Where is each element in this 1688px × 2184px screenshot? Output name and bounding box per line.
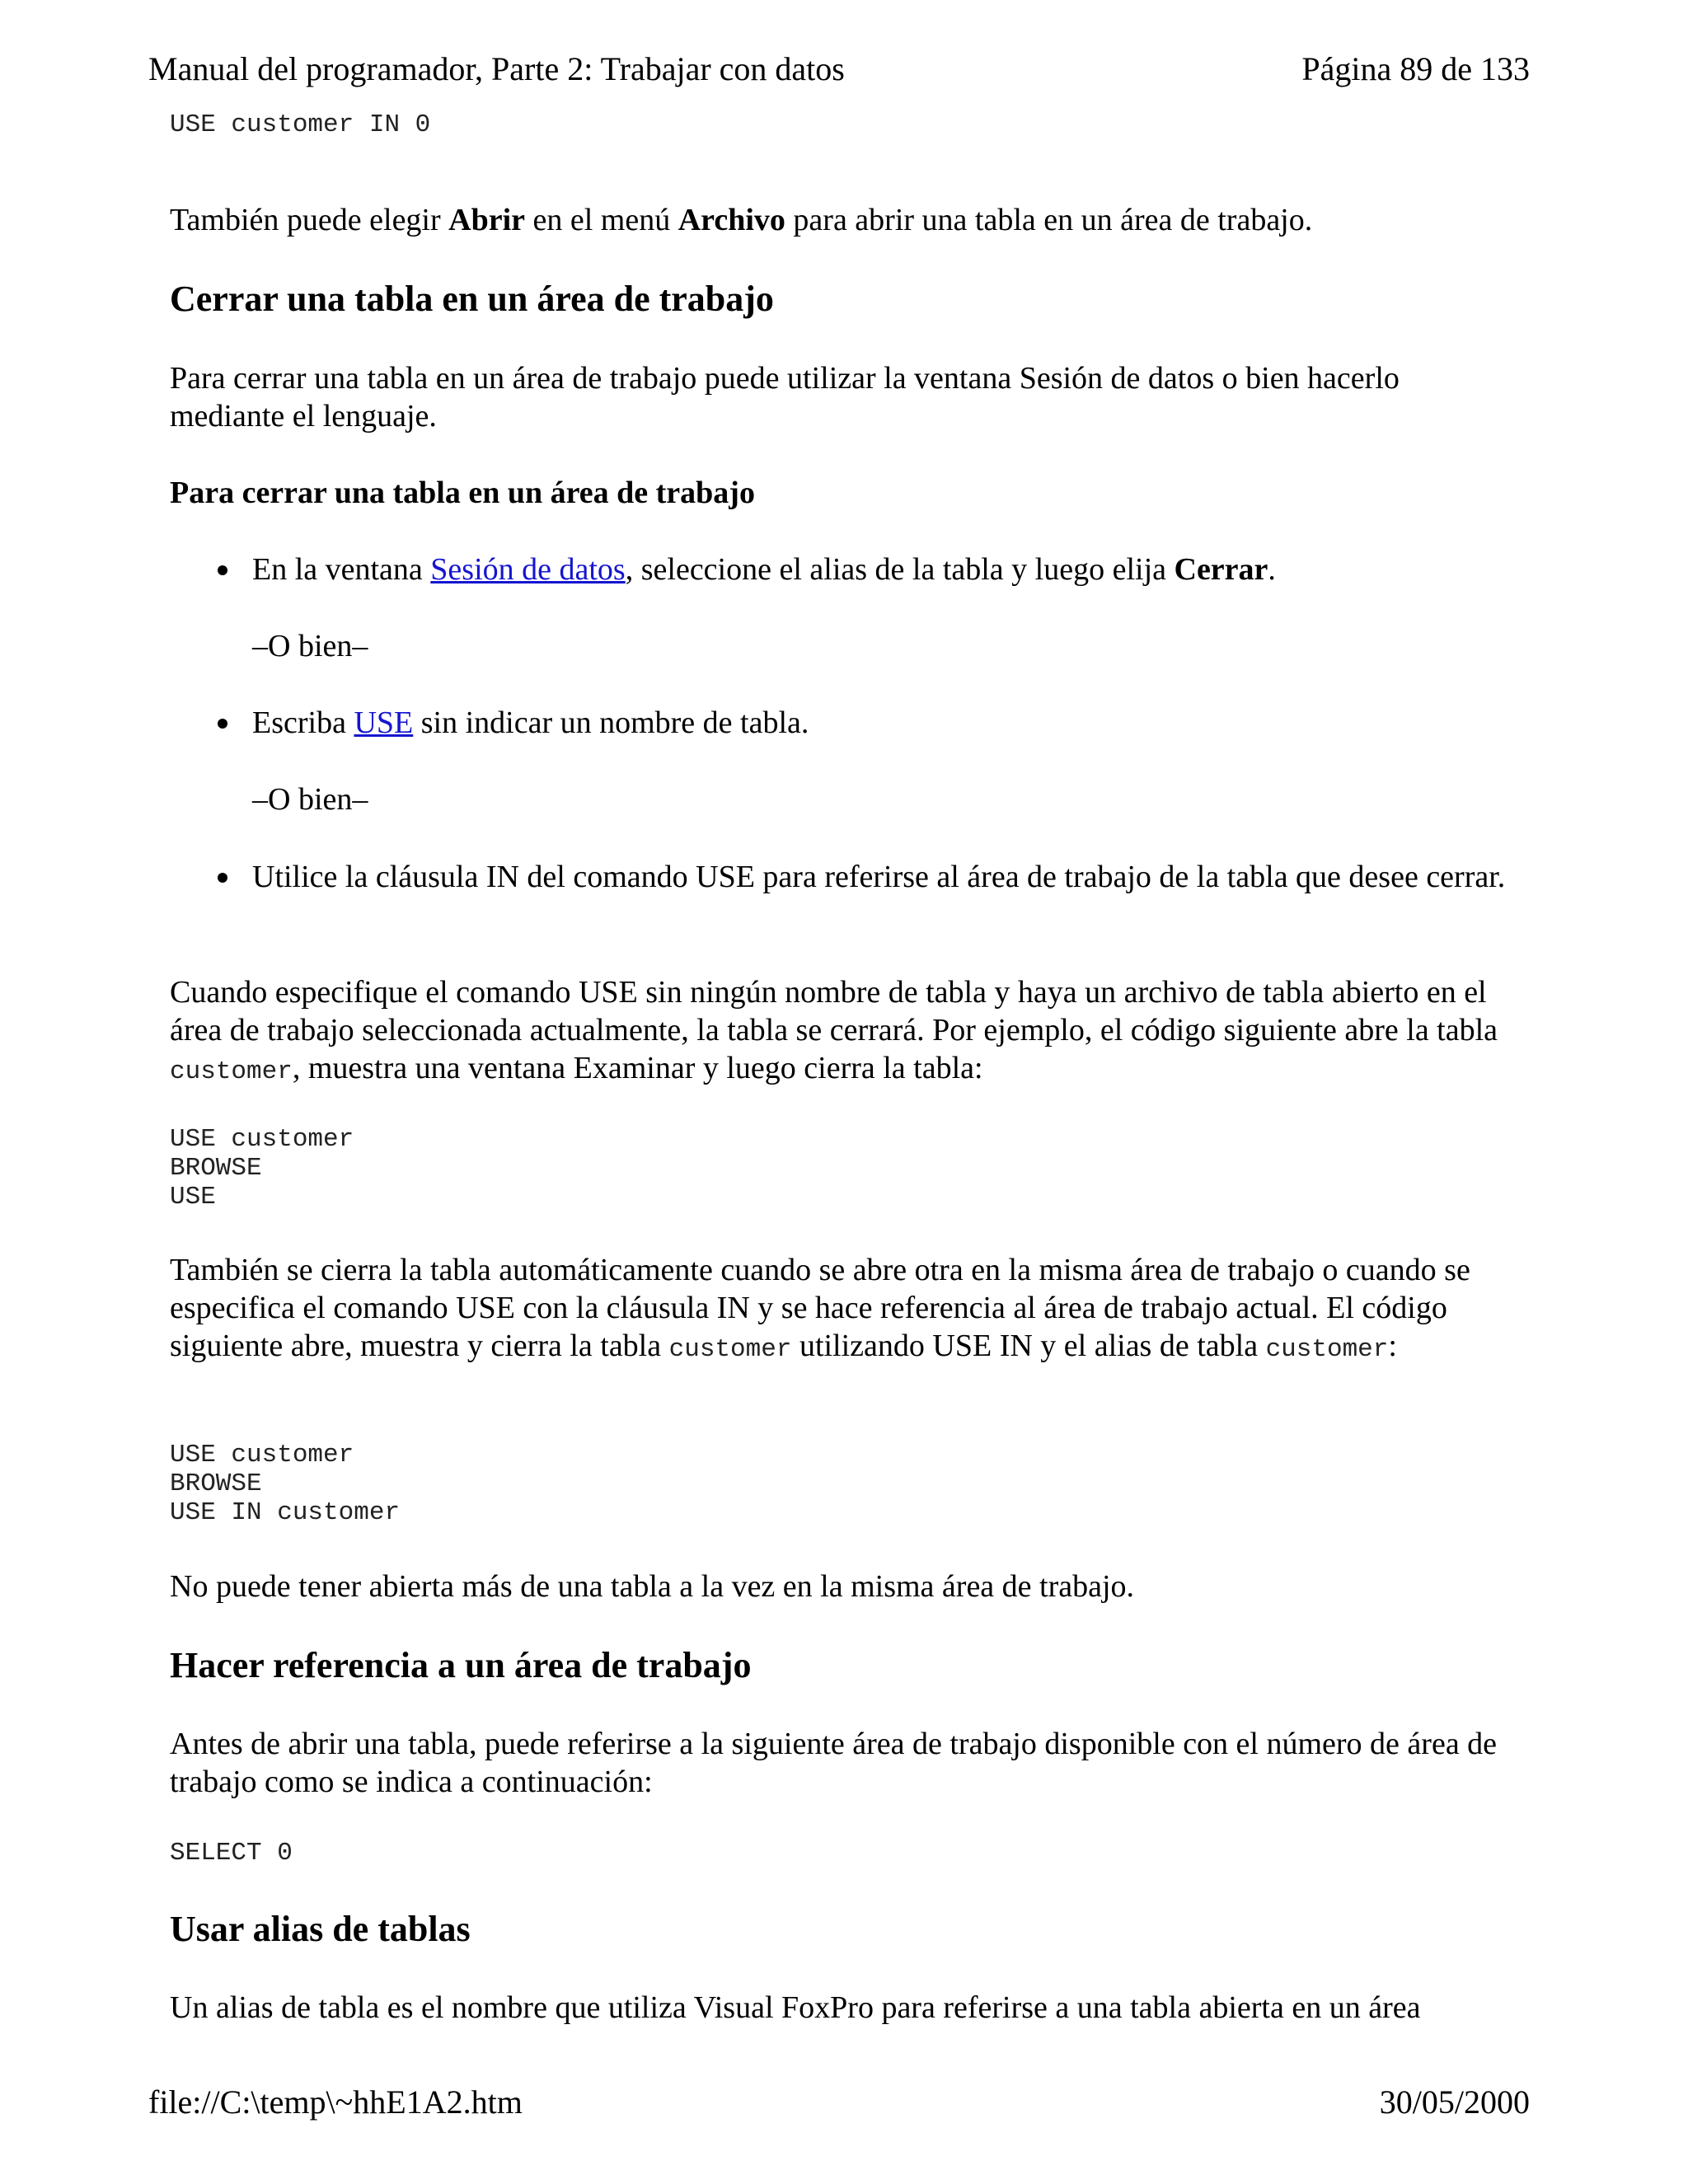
code-block-partial: USE customer IN 0 — [170, 110, 431, 139]
paragraph-nopuede: No puede tener abierta más de una tabla a la vez en la misma área de trabajo. — [170, 1569, 1135, 1604]
truncated-code-line — [170, 110, 664, 157]
paragraph-antes: Antes de abrir una tabla, puede referirse a la siguiente área de trabajo disponible con el número de área de trabajo como se indica a continuación: — [170, 1727, 1498, 1799]
bullet-icon — [218, 873, 227, 883]
or-separator: –O bien– — [252, 782, 368, 817]
list-item: Utilice la cláusula IN del comando USE para referirse al área de trabajo de la tabla que desee cerrar. — [170, 858, 1522, 896]
footer-file-path: file://C:\temp\~hhE1A2.htm — [148, 2083, 523, 2121]
procedure-heading: Para cerrar una tabla en un área de trabajo — [170, 476, 755, 510]
or-separator: –O bien– — [252, 629, 368, 663]
code-block: USE customer BROWSE USE IN customer — [170, 1441, 401, 1527]
section-heading-cerrar: Cerrar una tabla en un área de trabajo — [170, 279, 774, 319]
link-use[interactable]: USE — [354, 705, 414, 740]
menu-label-abrir: Abrir — [448, 203, 526, 237]
page-number: Página 89 de 133 — [1301, 50, 1530, 87]
link-sesion-de-datos[interactable]: Sesión de datos — [430, 552, 626, 587]
paragraph-cuando: Cuando especifique el comando USE sin ningún nombre de tabla y haya un archivo de tabla abierto en el área de trabajo seleccionada actualmente, la tabla se cerrará. Por ejemplo, el código siguiente abre la tabla customer, muestra una ventana Examinar y luego cierra la tabla: — [170, 975, 1498, 1086]
code-block: USE customer BROWSE USE — [170, 1125, 354, 1212]
paragraph-alias: Un alias de tabla es el nombre que utiliza Visual FoxPro para referirse a una tabla abierta en un área — [170, 1990, 1421, 2025]
bullet-icon — [218, 719, 227, 729]
list-item: Escriba USE sin indicar un nombre de tabla. — [170, 704, 1522, 742]
bullet-icon — [218, 565, 227, 575]
section-heading-hacer: Hacer referencia a un área de trabajo — [170, 1645, 752, 1685]
menu-label-archivo: Archivo — [678, 203, 785, 237]
paragraph-tambien: También se cierra la tabla automáticamente cuando se abre otra en la misma área de trabajo o cuando se especifica el comando USE con la cláusula IN y se hace referencia al área de trabajo actual. El código siguiente abre, muestra y cierra la tabla customer utilizando USE IN y el alias de tabla customer: — [170, 1253, 1470, 1364]
running-header-title: Manual del programador, Parte 2: Trabajar con datos — [148, 50, 845, 87]
section-heading-usar: Usar alias de tablas — [170, 1909, 471, 1949]
paragraph-cerrar: Para cerrar una tabla en un área de trabajo puede utilizar la ventana Sesión de datos o bien hacerlo mediante el lenguaje. — [170, 361, 1400, 434]
code-block: SELECT 0 — [170, 1839, 293, 1868]
list-item: En la ventana Sesión de datos, seleccione el alias de la tabla y luego elija Cerrar. — [170, 551, 1522, 588]
footer-date: 30/05/2000 — [1379, 2083, 1530, 2121]
paragraph-abrir: También puede elegir Abrir en el menú Archivo para abrir una tabla en un área de trabajo. — [170, 203, 1313, 237]
